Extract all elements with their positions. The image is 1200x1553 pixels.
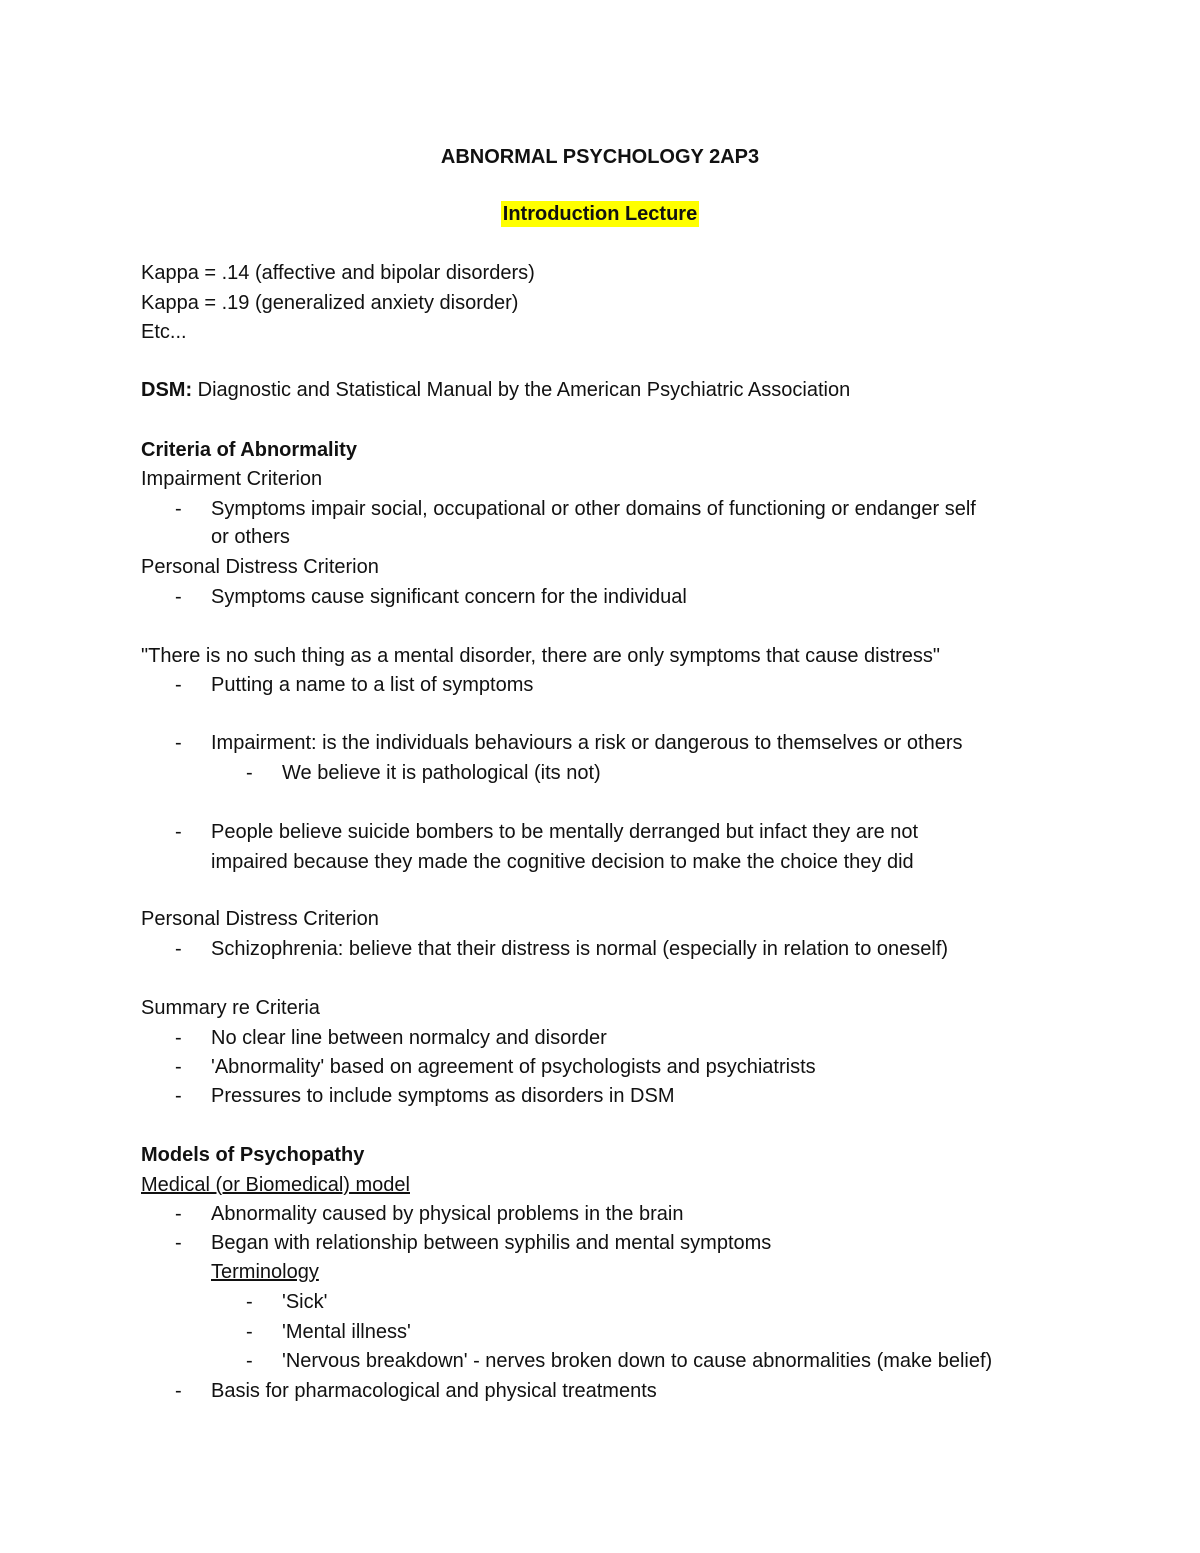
bullet-dash: - (175, 1056, 182, 1078)
sub-bullet-dash: - (246, 1291, 253, 1313)
quote-bullet-2: Impairment: is the individuals behaviours a risk or dangerous to themselves or others (211, 732, 963, 754)
medical-bullet-1: Abnormality caused by physical problems in the brain (211, 1203, 684, 1225)
schizophrenia-bullet: Schizophrenia: believe that their distress is normal (especially in relation to oneself) (211, 938, 949, 960)
bullet-dash: - (175, 1027, 182, 1049)
medical-bullet-2: Began with relationship between syphilis and mental symptoms (211, 1232, 772, 1254)
sub-bullet-dash: - (246, 1350, 253, 1372)
impairment-bullet-line-1: Symptoms impair social, occupational or other domains of functioning or endanger self (211, 498, 976, 520)
distress-bullet: Symptoms cause significant concern for the individual (211, 586, 687, 608)
bullet-dash: - (175, 498, 182, 520)
kappa-line-1: Kappa = .14 (affective and bipolar disorders) (141, 262, 535, 284)
sub-bullet-dash: - (246, 762, 253, 784)
summary-bullet-3: Pressures to include symptoms as disorders in DSM (211, 1085, 675, 1107)
summary-bullet-2: 'Abnormality' based on agreement of psychologists and psychiatrists (211, 1056, 816, 1078)
quote-bullet-3-line-2: impaired because they made the cognitive decision to make the choice they did (211, 851, 914, 873)
kappa-line-2: Kappa = .19 (generalized anxiety disorder) (141, 292, 519, 314)
medical-bullet-3: Basis for pharmacological and physical treatments (211, 1380, 657, 1402)
bullet-dash: - (175, 1232, 182, 1254)
dsm-definition (141, 378, 850, 402)
distress-criterion-label-2: Personal Distress Criterion (141, 908, 379, 930)
document-title: ABNORMAL PSYCHOLOGY 2AP3 (440, 146, 760, 168)
lecture-subtitle: Introduction Lecture (502, 203, 698, 225)
lecture-subtitle-row (0, 202, 1200, 226)
medical-model-label: Medical (or Biomedical) model (141, 1174, 410, 1196)
terminology-item-2: 'Mental illness' (282, 1321, 411, 1343)
impairment-bullet-line-2: or others (211, 526, 290, 548)
terminology-label: Terminology (211, 1261, 319, 1283)
terminology-item-3: 'Nervous breakdown' - nerves broken down to cause abnormalities (make belief) (282, 1350, 993, 1372)
sub-bullet-dash: - (246, 1321, 253, 1343)
impairment-criterion-label: Impairment Criterion (141, 468, 323, 490)
summary-bullet-1: No clear line between normalcy and disorder (211, 1027, 607, 1049)
bullet-dash: - (175, 732, 182, 754)
bullet-dash: - (175, 586, 182, 608)
quote-bullet-1: Putting a name to a list of symptoms (211, 674, 534, 696)
quote-sub-bullet: We believe it is pathological (its not) (282, 762, 601, 784)
summary-label: Summary re Criteria (141, 997, 320, 1019)
bullet-dash: - (175, 1085, 182, 1107)
models-heading: Models of Psychopathy (141, 1144, 365, 1166)
quote-bullet-3-line-1: People believe suicide bombers to be mentally derranged but infact they are not (211, 821, 919, 843)
bullet-dash: - (175, 938, 182, 960)
quote-line: "There is no such thing as a mental disorder, there are only symptoms that cause distress" (141, 645, 941, 667)
etc-line: Etc... (141, 321, 187, 343)
terminology-item-1: 'Sick' (282, 1291, 328, 1313)
dsm-label: DSM: (141, 379, 193, 401)
criteria-heading: Criteria of Abnormality (141, 439, 357, 461)
distress-criterion-label: Personal Distress Criterion (141, 556, 379, 578)
dsm-text: Diagnostic and Statistical Manual by the American Psychiatric Association (192, 379, 851, 401)
bullet-dash: - (175, 821, 182, 843)
bullet-dash: - (175, 1203, 182, 1225)
bullet-dash: - (175, 1380, 182, 1402)
bullet-dash: - (175, 674, 182, 696)
